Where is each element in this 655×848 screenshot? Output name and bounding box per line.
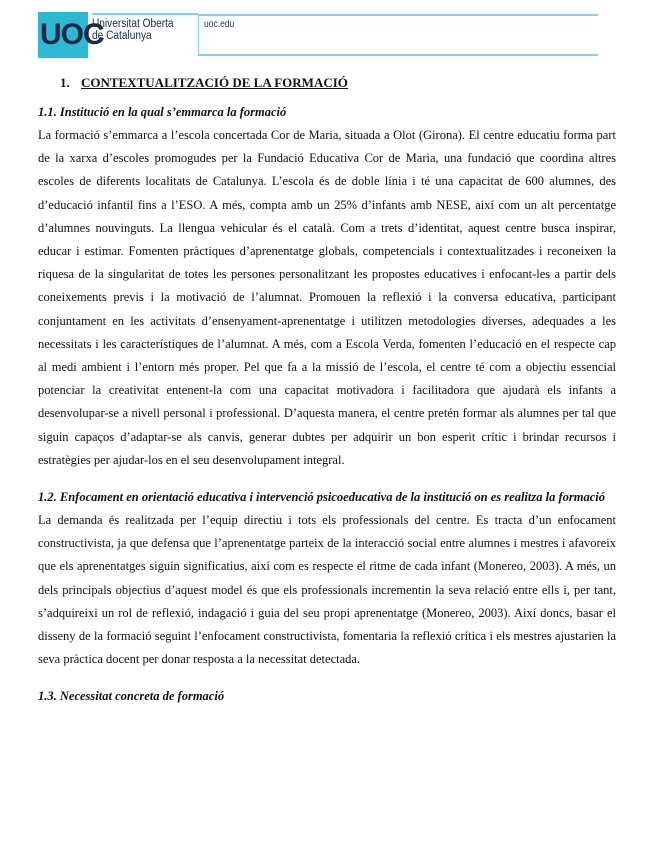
- header-rule-bottom: [198, 54, 598, 56]
- logo-letters: UOC: [40, 18, 104, 51]
- subsection-heading: 1.3. Necessitat concreta de formació: [38, 689, 225, 704]
- subsection-paragraph: La demanda és realitzada per l’equip directiu i tots els professionals del centre. Es tracta d’un enfocament constructivista, ja que defensa que l’aprenentatge parteix de la interacció social entre alumnes i mestres i afavoreix que els aprenentatges siguin significatius, així com es respecte el ritme de cada infant (Monereo, 2003). A més, un dels principals objectius d’aquest model és que els professionals incrementin la seva relació entre ells i, per tant, s’adquireixi un rol de reflexió, indagació i guia del seu propi aprenentatge (Monereo, 2003). Així doncs, basar el disseny de la formació seguint l’enfocament constructivista, fomentaria la reflexió crítica i els mestres ajustarien la seva pràctica docent per donar resposta a la necessitat detectada.: [38, 513, 616, 667]
- university-name: [92, 18, 174, 42]
- subsection-heading: 1.2. Enfocament en orientació educativa i intervenció psicoeducativa de la institució on es realitza la formació: [38, 490, 605, 505]
- header-rule-top: [198, 14, 598, 16]
- uoc-logo: [38, 12, 104, 58]
- header-rule-left: [92, 13, 198, 15]
- university-line-2: de Catalunya: [92, 30, 152, 42]
- document-header: [38, 12, 598, 60]
- section-number: 1.: [60, 75, 70, 90]
- section-title-text: CONTEXTUALITZACIÓ DE LA FORMACIÓ: [81, 75, 348, 90]
- subsection-paragraph: La formació s’emmarca a l’escola concertada Cor de Maria, situada a Olot (Girona). El centre educatiu forma part de la xarxa d’escoles promogudes per la Fundació Educativa Cor de Maria, una fundació que coordina altres escoles de diferents localitats de Catalunya. L’escola és de doble línia i té una capacitat de 600 alumnes, des d’educació infantil fins a l’ESO. A més, compta amb un 25% d’infants amb NESE, així com un alt percentatge d’alumnes nouvinguts. La llengua vehicular és el català. Com a trets d’identitat, aquest centre busca inspirar, educar i estimar. Fomenten pràctiques d’aprenentatge globals, competencials i contextualitzades i reconeixen la riquesa de la singularitat de totes les persones personalitzant les propostes educatives i enfocant-les a partir dels coneixements previs i la motivació de l’alumnat. Promouen la reflexió i la conversa educativa, participant conjuntament en les activitats d’ensenyament-aprenentatge i utilitzen metodologies diverses, adequades a les necessitats i les característiques de l’alumnat. A més, com a Escola Verda, fomenten l’educació en el respecte cap al medi ambient i l’entorn més proper. Pel que fa a la missió de l’escola, el centre té com a objectiu essencial potenciar la creativitat entenent-la com una capacitat motivadora i facilitadora que ajudarà els infants a desenvolupar-se a nivell personal i professional. D’aquesta manera, el centre pretén formar als alumnes per tal que siguin capaços d’adaptar-se als canvis, generar dubtes per adquirir un bon esperit crític i brindar recursos i estratègies per ajudar-los en el seu desenvolupament integral.: [38, 128, 616, 467]
- subsection-heading: 1.1. Institució en la qual s’emmarca la formació: [38, 105, 287, 119]
- header-url: uoc.edu: [204, 19, 235, 30]
- section-title: [60, 75, 616, 91]
- document-body: [38, 75, 616, 708]
- header-separator: [198, 14, 199, 56]
- university-line-1: Universitat Oberta: [92, 18, 174, 30]
